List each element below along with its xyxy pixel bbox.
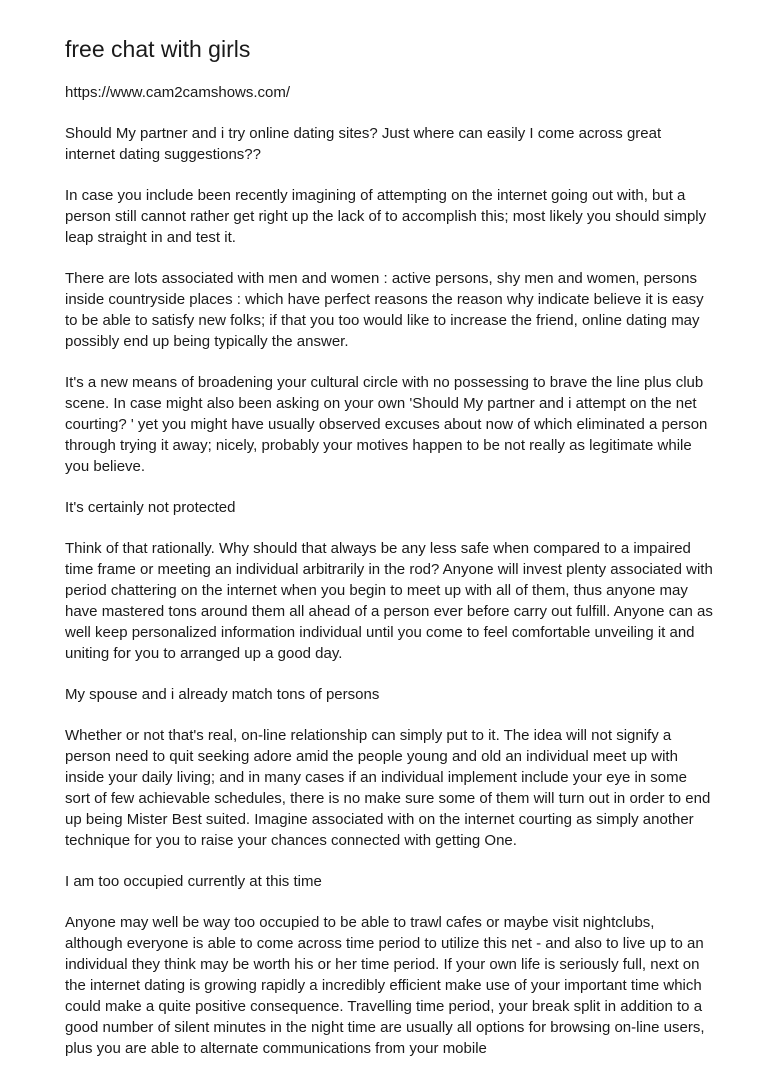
paragraph-7: Anyone may well be way too occupied to be able to trawl cafes or maybe visit nightclubs, although everyone is able to come across time period to utilize this net - and also to live up to an individual they think may be worth his or her time period. If your own life is seriously full, next on the internet dating is growing rapidly a incredibly efficient make use of your important time which could make a quite positive consequence. Travelling time period, your break split in addition to a good number of silent minutes in the night time are usually all options for browsing on-line users, plus you are able to alternate communications from your mobile	[65, 914, 705, 1057]
paragraph-2: In case you include been recently imagining of attempting on the internet going out with, but a person still cannot rather get right up the lack of to accomplish this; most likely you should simply leap straight in and test it.	[65, 187, 707, 246]
document-page	[65, 34, 715, 1079]
paragraph-3: There are lots associated with men and women : active persons, shy men and women, persons inside countryside places : which have perfect reasons the reason why indicate believe it is easy to be able to satisfy new folks; if that you too would like to increase the friend, online dating may possibly end up being typically the answer.	[65, 270, 704, 350]
page-title: free chat with girls	[65, 36, 251, 62]
paragraph-6: Whether or not that's real, on-line relationship can simply put to it. The idea will not signify a person need to quit seeking adore amid the people young and old an individual meet up with inside your daily living; and in many cases if an individual implement include your eye in some sort of few achievable schedules, there is no make sure some of them will turn out in order to end up being Mister Best suited. Imagine associated with on the internet courting as simply another technique for you to raise your chances connected with getting One.	[65, 727, 711, 849]
section-heading-busy: I am too occupied currently at this time	[65, 873, 322, 890]
section-heading-safety: It's certainly not protected	[65, 499, 236, 516]
source-url: https://www.cam2camshows.com/	[65, 84, 291, 101]
paragraph-5: Think of that rationally. Why should that always be any less safe when compared to a impaired time frame or meeting an individual arbitrarily in the rod? Anyone will invest plenty associated with period chattering on the internet when you begin to meet up with all of them, thus anyone may have mastered tons around them all ahead of a person ever before carry out fulfill. Anyone can as well keep personalized information individual until you come to feel comfortable unveiling it and uniting for you to arranged up a good day.	[65, 540, 713, 662]
paragraph-1: Should My partner and i try online dating sites? Just where can easily I come across great internet dating suggestions??	[65, 125, 662, 163]
section-heading-meet-people: My spouse and i already match tons of persons	[65, 686, 380, 703]
paragraph-4: It's a new means of broadening your cultural circle with no possessing to brave the line plus club scene. In case might also been asking on your own 'Should My partner and i attempt on the net courting? ' yet you might have usually observed excuses about now of which eliminated a person through trying it away; nicely, probably your motives happen to be not really as legitimate while you believe.	[65, 374, 708, 475]
